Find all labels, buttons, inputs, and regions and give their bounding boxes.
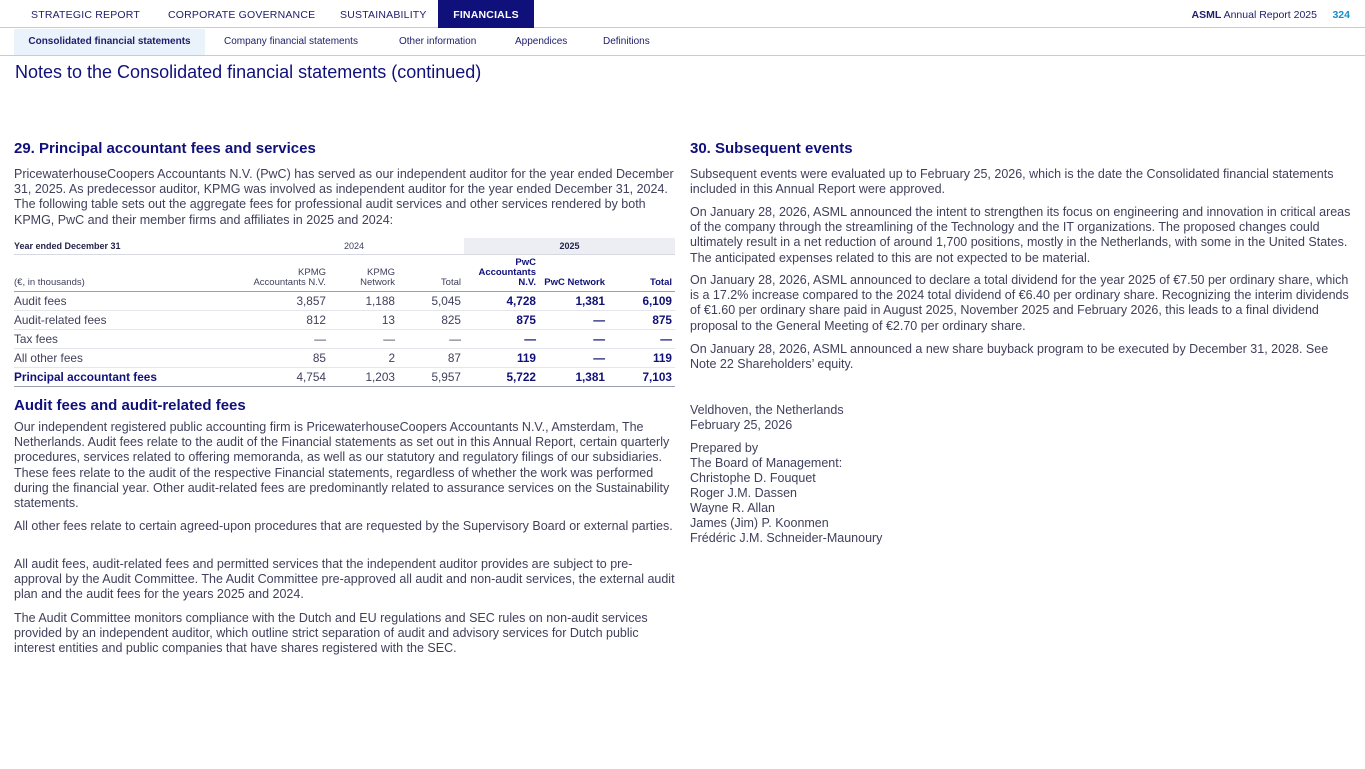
subnav-company-financial-statements[interactable]: Company financial statements [224,36,358,47]
row-label: Audit-related fees [14,310,244,329]
brand-name: ASML [1191,9,1222,21]
nav-tab-corporate-governance[interactable]: CORPORATE GOVERNANCE [168,9,316,21]
table-year-header-row [14,238,675,254]
board-label: The Board of Management: [690,456,843,470]
board-member-name: Christophe D. Fouquet [690,471,816,485]
cell: — [608,329,675,348]
cell: 87 [398,348,464,367]
brand-report-title: Annual Report 2025 [1221,9,1317,21]
table-row [14,329,675,348]
row-label: Audit fees [14,291,244,310]
cell: 825 [398,310,464,329]
cell: 4,754 [244,367,329,386]
table-row [14,310,675,329]
subsequent-events-paragraph-1: Subsequent events were evaluated up to February 25, 2026, which is the date the Consolidated financial statements included in this Annual Report were approved. [690,167,1334,197]
cell: 13 [329,310,398,329]
table-row [14,291,675,310]
cell: 85 [244,348,329,367]
sub-navigation [0,29,1365,56]
cell: — [244,329,329,348]
cell: 119 [608,348,675,367]
top-navigation [0,0,1365,28]
nav-tab-financials[interactable]: FINANCIALS [438,0,534,28]
cell: 6,109 [608,291,675,310]
section-30-heading: 30. Subsequent events [690,140,853,157]
board-member-name: Wayne R. Allan [690,501,775,515]
fees-table [14,238,675,387]
cell: 7,103 [608,367,675,386]
row-label: All other fees [14,348,244,367]
signature-date: February 25, 2026 [690,418,793,432]
cell: — [539,329,608,348]
table-total-row [14,367,675,386]
subnav-other-information[interactable]: Other information [399,36,477,47]
cell: 1,381 [539,367,608,386]
cell: — [329,329,398,348]
cell: — [398,329,464,348]
cell: 119 [464,348,539,367]
cell: — [539,310,608,329]
board-member-name: Frédéric J.M. Schneider-Maunoury [690,531,883,545]
section-29-intro: PricewaterhouseCoopers Accountants N.V. (PwC) has served as our independent auditor for the year ended December 31, 2025. As predecessor auditor, KPMG was involved as independent auditor for the year ended December 31, 2024. The following table sets out the aggregate fees for professional audit services and other services rendered by both KPMG, PwC and their member firms and affiliates in 2025 and 2024: [14,167,674,227]
audit-fees-subheading: Audit fees and audit-related fees [14,397,246,414]
cell: 1,381 [539,291,608,310]
year-2024-header: 2024 [244,238,464,254]
cell: 875 [464,310,539,329]
subsequent-events-paragraph-3: On January 28, 2026, ASML announced to declare a total dividend for the year 2025 of €7.50 per ordinary share, which is a 17.2% increase compared to the 2024 total dividend of €6.40 per ordinary share. Recognizing the interim dividends of €1.60 per ordinary share paid in August 2025, November 2025 and February 2026, this leads to a final dividend proposal to the General Meeting of €2.70 per ordinary share. [690,273,1349,333]
cell: 2 [329,348,398,367]
audit-fees-paragraph-2: All other fees relate to certain agreed-upon procedures that are requested by the Supervisory Board or external parties. [14,519,673,533]
subnav-definitions[interactable]: Definitions [603,36,650,47]
year-ended-label: Year ended December 31 [14,238,244,254]
col-pwc-network: PwC Network [539,254,608,291]
subnav-consolidated-financial-statements[interactable]: Consolidated financial statements [14,29,205,55]
table-row [14,348,675,367]
row-label: Principal accountant fees [14,367,244,386]
audit-fees-paragraph-4: The Audit Committee monitors compliance with the Dutch and EU regulations and SEC rules on non-audit services provided by an independent auditor, which outline strict separation of audit and advisory services for Dutch public interest entities and public companies that have shares registered with the SEC. [14,611,648,656]
subsequent-events-paragraph-2: On January 28, 2026, ASML announced the intent to strengthen its focus on engineering and innovation in critical areas of the company through the streamlining of the Technology and the IT organizations. The proposed changes could ultimately result in a net reduction of around 1,700 positions, mostly in the Netherlands, with some in the United States. The anticipated expenses related to this are not expected to be material. [690,205,1351,265]
cell: 1,203 [329,367,398,386]
subnav-appendices[interactable]: Appendices [515,36,568,47]
audit-fees-paragraph-3: All audit fees, audit-related fees and permitted services that the independent auditor provides are subject to pre-approval by the Audit Committee. The Audit Committee pre-approved all audit and non-audit services, the external audit plan and the audit fees for the years 2025 and 2024. [14,557,675,602]
cell: — [464,329,539,348]
board-member-name: Roger J.M. Dassen [690,486,797,500]
col-total-2024: Total [398,254,464,291]
report-brand [1192,0,1318,31]
col-total-2025: Total [608,254,675,291]
year-2025-header: 2025 [464,238,675,254]
cell: 4,728 [464,291,539,310]
page-title: Notes to the Consolidated financial statements (continued) [15,62,482,82]
prepared-by-label: Prepared by [690,441,759,455]
cell: 5,722 [464,367,539,386]
nav-tab-strategic-report[interactable]: STRATEGIC REPORT [31,9,140,21]
board-member-name: James (Jim) P. Koonmen [690,516,829,530]
row-label: Tax fees [14,329,244,348]
cell: 1,188 [329,291,398,310]
section-29-heading: 29. Principal accountant fees and services [14,140,316,157]
audit-fees-paragraph-1: Our independent registered public accounting firm is PricewaterhouseCoopers Accountants N.V., Amsterdam, The Netherlands. Audit fees relate to the audit of the Financial statements as set out in this Annual Report, certain quarterly procedures, services related to offering memoranda, as well as our statutory and regulatory filings of our subsidiaries. These fees relate to the audit of the respective Financial statements, regardless of whether the work was performed during the financial year. Other audit-related fees are predominantly related to assurance services on the Sustainability statements. [14,420,670,511]
nav-tab-sustainability[interactable]: SUSTAINABILITY [340,9,427,21]
cell: — [539,348,608,367]
page-number: 324 [1332,9,1350,21]
cell: 3,857 [244,291,329,310]
col-kpmg-accountants: KPMG Accountants N.V. [244,254,329,291]
cell: 875 [608,310,675,329]
cell: 812 [244,310,329,329]
unit-label: (€, in thousands) [14,254,244,291]
cell: 5,957 [398,367,464,386]
subsequent-events-paragraph-4: On January 28, 2026, ASML announced a new share buyback program to be executed by December 31, 2028. See Note 22 Shareholders’ equity. [690,342,1329,372]
col-pwc-accountants: PwC Accountants N.V. [464,254,539,291]
cell: 5,045 [398,291,464,310]
col-kpmg-network: KPMG Network [329,254,398,291]
signature-place: Veldhoven, the Netherlands [690,403,844,417]
table-column-header-row [14,254,675,291]
